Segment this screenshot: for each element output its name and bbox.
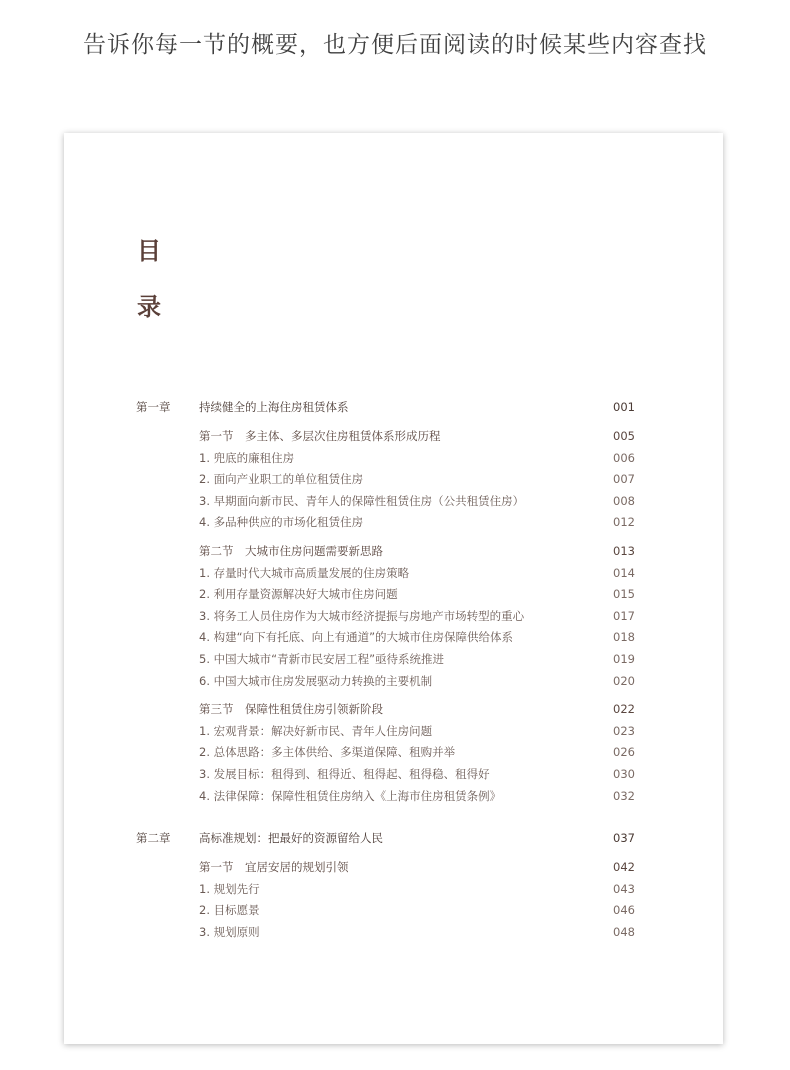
section-page-number: 013	[613, 544, 635, 558]
toc-section-row[interactable]	[64, 857, 723, 877]
page-caption: 告诉你每一节的概要，也方便后面阅读的时候某些内容查找	[83, 32, 707, 58]
section-title: 第一节 宜居安居的规划引领	[199, 860, 349, 874]
toc-item-row[interactable]	[64, 606, 723, 626]
toc-item-row[interactable]	[64, 563, 723, 583]
section-page-number: 005	[613, 429, 635, 443]
toc-item-row[interactable]	[64, 512, 723, 532]
chapter-page-number: 037	[613, 831, 635, 845]
item-page-number: 015	[613, 587, 635, 602]
toc-section-row[interactable]	[64, 699, 723, 719]
section-page-number: 042	[613, 860, 635, 874]
toc-item-row[interactable]	[64, 900, 723, 920]
item-page-number: 043	[613, 881, 635, 896]
item-page-number: 032	[613, 788, 635, 803]
item-title: 1. 存量时代大城市高质量发展的住房策略	[199, 565, 410, 580]
item-title: 2. 目标愿景	[199, 903, 260, 918]
item-title: 4. 法律保障：保障性租赁住房纳入《上海市住房租赁条例》	[199, 788, 502, 803]
toc-item-row[interactable]	[64, 671, 723, 691]
item-title: 1. 规划先行	[199, 881, 260, 896]
item-page-number: 023	[613, 723, 635, 738]
section-title: 第三节 保障性租赁住房引领新阶段	[199, 702, 383, 717]
item-title: 3. 规划原则	[199, 924, 260, 939]
toc-item-row[interactable]	[64, 627, 723, 647]
toc-page	[64, 133, 723, 1044]
item-title: 2. 利用存量资源解决好大城市住房问题	[199, 587, 398, 602]
item-title: 3. 早期面向新市民、青年人的保障性租赁住房（公共租赁住房）	[199, 493, 525, 508]
item-title: 3. 将务工人员住房作为大城市经济提振与房地产市场转型的重心	[199, 608, 525, 623]
toc-section-row[interactable]	[64, 541, 723, 561]
item-page-number: 017	[613, 608, 635, 623]
section-title: 第一节 多主体、多层次住房租赁体系形成历程	[199, 429, 441, 443]
chapter-label: 第二章	[136, 831, 171, 845]
item-page-number: 048	[613, 924, 635, 939]
item-page-number: 012	[613, 515, 635, 530]
item-page-number: 006	[613, 450, 635, 465]
item-title: 4. 构建“向下有托底、向上有通道”的大城市住房保障供给体系	[199, 630, 514, 645]
item-title: 1. 兜底的廉租住房	[199, 450, 295, 465]
item-page-number: 026	[613, 745, 635, 760]
toc-title-line-1: 目	[137, 237, 161, 265]
item-title: 1. 宏观背景：解决好新市民、青年人住房问题	[199, 723, 433, 738]
item-page-number: 014	[613, 565, 635, 580]
toc-section-row[interactable]	[64, 426, 723, 446]
toc-title-line-2: 录	[137, 293, 161, 321]
item-title: 5. 中国大城市“青新市民安居工程”亟待系统推进	[199, 652, 445, 666]
toc-item-row[interactable]	[64, 448, 723, 468]
item-page-number: 008	[613, 493, 635, 508]
item-page-number: 020	[613, 673, 635, 688]
toc-item-row[interactable]	[64, 879, 723, 899]
toc-item-row[interactable]	[64, 491, 723, 511]
item-title: 2. 面向产业职工的单位租赁住房	[199, 472, 364, 487]
toc-item-row[interactable]	[64, 742, 723, 762]
toc-item-row[interactable]	[64, 922, 723, 942]
chapter-title: 高标准规划：把最好的资源留给人民	[199, 831, 383, 845]
item-page-number: 046	[613, 903, 635, 918]
chapter-label: 第一章	[136, 400, 171, 414]
toc-item-row[interactable]	[64, 786, 723, 806]
toc-item-row[interactable]	[64, 764, 723, 784]
toc-item-row[interactable]	[64, 649, 723, 669]
toc-chapter-row[interactable]	[64, 397, 723, 417]
item-page-number: 030	[613, 767, 635, 781]
section-title: 第二节 大城市住房问题需要新思路	[199, 544, 383, 558]
item-page-number: 019	[613, 652, 635, 666]
item-title: 2. 总体思路：多主体供给、多渠道保障、租购并举	[199, 745, 456, 760]
toc-chapter-row[interactable]	[64, 828, 723, 848]
chapter-title: 持续健全的上海住房租赁体系	[199, 400, 349, 414]
item-page-number: 018	[613, 630, 635, 645]
toc-item-row[interactable]	[64, 469, 723, 489]
item-page-number: 007	[613, 472, 635, 487]
item-title: 3. 发展目标：租得到、租得近、租得起、租得稳、租得好	[199, 767, 490, 781]
toc-item-row[interactable]	[64, 721, 723, 741]
toc-item-row[interactable]	[64, 584, 723, 604]
chapter-page-number: 001	[613, 400, 635, 414]
item-title: 6. 中国大城市住房发展驱动力转换的主要机制	[199, 673, 433, 688]
item-title: 4. 多品种供应的市场化租赁住房	[199, 515, 364, 530]
section-page-number: 022	[613, 702, 635, 717]
